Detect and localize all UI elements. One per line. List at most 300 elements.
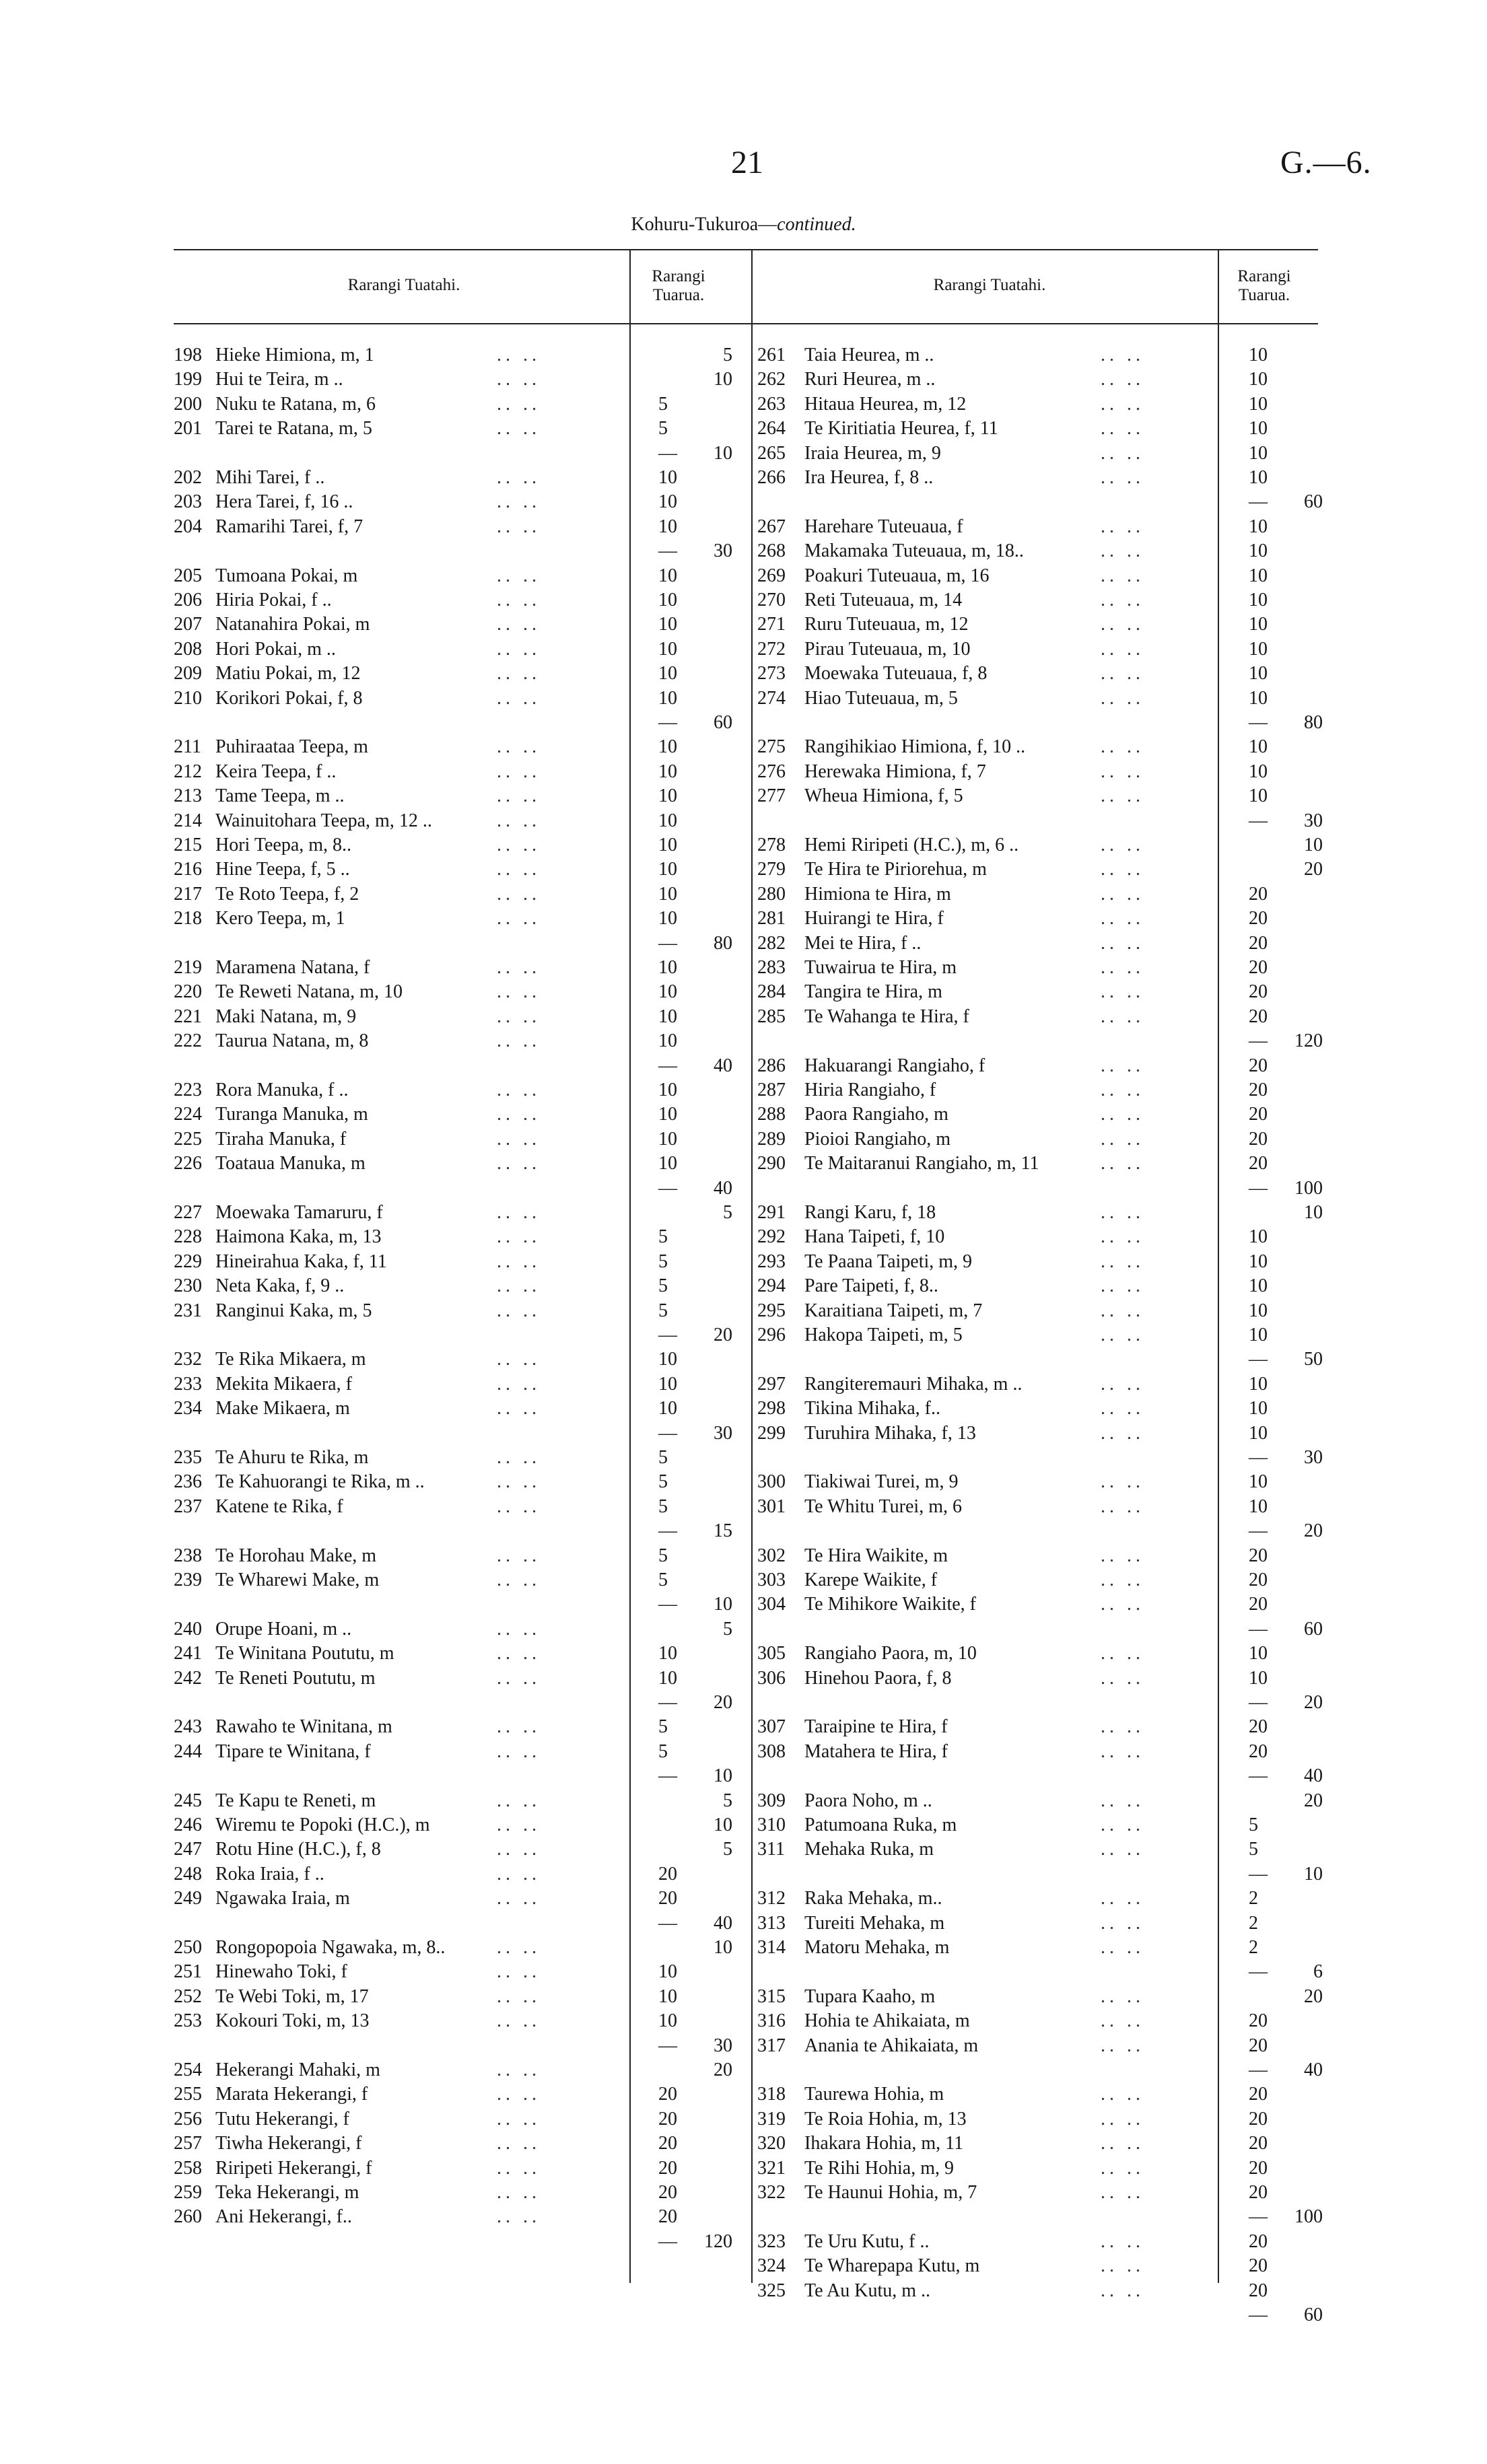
- leader-dots: .. ..: [1101, 1716, 1144, 1738]
- first-list-value: 20: [1249, 2035, 1268, 2056]
- entry-name: Tiwha Hekerangi, f: [215, 2133, 362, 2154]
- register-row: [174, 2109, 739, 2133]
- register-row: [174, 736, 739, 761]
- entry-number: 250: [174, 1937, 202, 1958]
- leader-dots: .. ..: [1101, 2084, 1144, 2105]
- leader-dots: .. ..: [1101, 2230, 1144, 2252]
- entry-number: 264: [757, 418, 786, 439]
- second-list-total: 10: [714, 1937, 732, 1958]
- first-list-value: 5: [658, 1447, 668, 1468]
- entry-name: Wiremu te Popoki (H.C.), m: [215, 1815, 430, 1835]
- first-list-value: 10: [658, 736, 677, 758]
- first-list-value: —: [1249, 1349, 1268, 1370]
- leader-dots: .. ..: [497, 345, 541, 365]
- register-row: [757, 1178, 1323, 1202]
- entry-number: 258: [174, 2157, 202, 2179]
- first-list-value: 5: [658, 1300, 668, 1321]
- entry-name: Rangihikiao Himiona, f, 10 ..: [804, 736, 1026, 758]
- entry-name: Katene te Rika, f: [215, 1495, 343, 1517]
- leader-dots: .. ..: [497, 1006, 541, 1027]
- entry-name: Himiona te Hira, m: [804, 883, 951, 905]
- second-list-total: 40: [714, 1912, 732, 1934]
- register-row: [757, 1153, 1323, 1177]
- first-list-value: —: [658, 2230, 677, 2252]
- register-row: [174, 2035, 739, 2060]
- first-list-value: 10: [658, 614, 677, 635]
- first-list-value: 10: [658, 957, 677, 978]
- entry-number: 242: [174, 1667, 202, 1689]
- entry-name: Neta Kaka, f, 9 ..: [215, 1275, 345, 1297]
- first-list-value: 10: [658, 785, 677, 807]
- leader-dots: .. ..: [497, 1839, 541, 1860]
- register-row: [757, 663, 1323, 687]
- entry-number: 259: [174, 2182, 202, 2203]
- entry-name: Tuwairua te Hira, m: [804, 957, 957, 978]
- register-row: [174, 933, 739, 957]
- first-list-value: 10: [658, 1398, 677, 1419]
- second-list-total: 30: [714, 1422, 732, 1444]
- first-list-value: 10: [658, 810, 677, 831]
- first-list-value: 10: [1249, 1422, 1268, 1444]
- leader-dots: .. ..: [497, 810, 541, 831]
- entry-name: Wainuitohara Teepa, m, 12 ..: [215, 810, 432, 831]
- entry-name: Te Maitaranui Rangiaho, m, 11: [804, 1153, 1039, 1174]
- entry-name: Rongopopoia Ngawaka, m, 8..: [215, 1937, 446, 1958]
- register-row: [757, 1888, 1323, 1912]
- entry-number: 283: [757, 957, 786, 978]
- register-row: [174, 2060, 739, 2084]
- first-list-value: 10: [1249, 1643, 1268, 1664]
- register-row: [174, 1226, 739, 1251]
- first-list-value: 10: [658, 1153, 677, 1174]
- entry-name: Pioioi Rangiaho, m: [804, 1128, 950, 1150]
- register-row: [174, 516, 739, 540]
- entry-name: Haimona Kaka, m, 13: [215, 1226, 382, 1248]
- entry-number: 209: [174, 663, 202, 684]
- leader-dots: .. ..: [1101, 1790, 1144, 1811]
- entry-name: Hakuarangi Rangiaho, f: [804, 1055, 985, 1076]
- register-row: [757, 1790, 1323, 1815]
- leader-dots: .. ..: [1101, 1667, 1144, 1689]
- second-list-total: 20: [1304, 859, 1323, 880]
- register-row: [174, 2158, 739, 2182]
- register-row: [757, 2035, 1323, 2060]
- register-row: [174, 2231, 739, 2255]
- register-row: [757, 1129, 1323, 1153]
- entry-name: Ruru Tuteuaua, m, 12: [804, 614, 969, 635]
- entry-number: 261: [757, 345, 786, 365]
- second-list-total: 5: [723, 1839, 732, 1860]
- entry-name: Te Reweti Natana, m, 10: [215, 981, 403, 1003]
- register-row: [174, 590, 739, 614]
- register-row: [757, 1398, 1323, 1422]
- first-list-value: 20: [1249, 1128, 1268, 1150]
- entry-name: Toataua Manuka, m: [215, 1153, 366, 1174]
- entry-number: 208: [174, 638, 202, 660]
- second-list-total: 10: [714, 369, 732, 390]
- entry-name: Poakuri Tuteuaua, m, 16: [804, 565, 990, 586]
- entry-number: 236: [174, 1471, 202, 1493]
- entry-name: Te Wharewi Make, m: [215, 1570, 380, 1590]
- leader-dots: .. ..: [1101, 442, 1144, 464]
- leader-dots: .. ..: [497, 516, 541, 537]
- register-row: [174, 2084, 739, 2108]
- leader-dots: .. ..: [497, 1545, 541, 1566]
- entry-number: 215: [174, 835, 202, 855]
- entry-name: Te Wahanga te Hira, f: [804, 1006, 969, 1027]
- entry-name: Tame Teepa, m ..: [215, 785, 345, 807]
- entry-number: 224: [174, 1104, 202, 1125]
- leader-dots: .. ..: [1101, 1985, 1144, 2007]
- entry-number: 227: [174, 1202, 202, 1223]
- entry-number: 206: [174, 590, 202, 610]
- entry-number: 245: [174, 1790, 202, 1811]
- first-list-value: 20: [1249, 2133, 1268, 2154]
- leader-dots: .. ..: [1101, 1275, 1144, 1297]
- leader-dots: .. ..: [1101, 1373, 1144, 1395]
- register-row: [174, 1765, 739, 1790]
- leader-dots: .. ..: [497, 1740, 541, 1762]
- first-list-value: 20: [1249, 932, 1268, 954]
- entry-name: Te Haunui Hohia, m, 7: [804, 2182, 977, 2203]
- leader-dots: .. ..: [497, 1961, 541, 1983]
- first-list-value: 20: [1249, 2084, 1268, 2105]
- entry-name: Matoru Mehaka, m: [804, 1937, 950, 1958]
- first-list-value: 10: [1249, 442, 1268, 464]
- entry-name: Te Kapu te Reneti, m: [215, 1790, 376, 1811]
- leader-dots: .. ..: [1101, 687, 1144, 709]
- register-row: [174, 884, 739, 908]
- leader-dots: .. ..: [497, 2108, 541, 2129]
- entry-number: 268: [757, 540, 786, 562]
- entry-name: Tiraha Manuka, f: [215, 1128, 347, 1150]
- section-title-name: Kohuru-Tukuroa—: [631, 214, 777, 235]
- first-list-value: 20: [658, 1888, 677, 1909]
- register-row: [757, 761, 1323, 785]
- entry-number: 201: [174, 418, 202, 439]
- second-list-total: 20: [1304, 1692, 1323, 1713]
- entry-name: Tikina Mihaka, f..: [804, 1398, 940, 1419]
- first-list-value: 5: [658, 1226, 668, 1248]
- leader-dots: .. ..: [497, 736, 541, 758]
- leader-dots: .. ..: [497, 1937, 541, 1958]
- entry-name: Te Horohau Make, m: [215, 1545, 377, 1566]
- register-row: [757, 1741, 1323, 1765]
- leader-dots: .. ..: [1101, 590, 1144, 610]
- leader-dots: .. ..: [497, 2010, 541, 2032]
- first-list-value: 20: [1249, 2157, 1268, 2179]
- leader-dots: .. ..: [1101, 540, 1144, 562]
- entry-name: Te Webi Toki, m, 17: [215, 1985, 369, 2007]
- entry-number: 207: [174, 614, 202, 635]
- first-list-value: 20: [1249, 2010, 1268, 2032]
- first-list-value: 5: [658, 1740, 668, 1762]
- entry-number: 256: [174, 2108, 202, 2129]
- first-list-value: 20: [1249, 2230, 1268, 2252]
- register-row: [757, 1864, 1323, 1888]
- second-list-total: 80: [1304, 712, 1323, 733]
- first-list-value: 10: [1249, 467, 1268, 488]
- entry-number: 272: [757, 638, 786, 660]
- first-list-value: —: [658, 1325, 677, 1345]
- entry-number: 217: [174, 883, 202, 905]
- leader-dots: .. ..: [1101, 1080, 1144, 1100]
- first-list-value: 10: [658, 516, 677, 537]
- entry-number: 292: [757, 1226, 786, 1248]
- leader-dots: .. ..: [497, 2206, 541, 2228]
- register-row: [757, 467, 1323, 491]
- register-row: [757, 1570, 1323, 1594]
- register-row: [174, 467, 739, 491]
- first-list-value: —: [658, 442, 677, 464]
- register-row: [174, 712, 739, 736]
- register-row: [757, 1275, 1323, 1300]
- register-row: [757, 1765, 1323, 1790]
- register-row: [174, 1129, 739, 1153]
- second-list-total: 10: [1304, 1202, 1323, 1223]
- header-bottom-rule: [174, 323, 1318, 324]
- entry-name: Make Mikaera, m: [215, 1398, 350, 1419]
- register-row: [174, 491, 739, 516]
- first-list-value: 10: [1249, 638, 1268, 660]
- entry-number: 199: [174, 369, 202, 390]
- first-list-value: 20: [658, 2133, 677, 2154]
- register-row: [757, 2010, 1323, 2035]
- leader-dots: .. ..: [497, 590, 541, 610]
- register-row: [757, 810, 1323, 835]
- first-list-value: —: [1249, 2206, 1268, 2228]
- register-row: [757, 1006, 1323, 1030]
- entry-number: 276: [757, 761, 786, 782]
- leader-dots: .. ..: [1101, 1251, 1144, 1272]
- leader-dots: .. ..: [1101, 467, 1144, 488]
- entry-name: Tarei te Ratana, m, 5: [215, 418, 372, 439]
- register-row: [757, 1594, 1323, 1618]
- leader-dots: .. ..: [497, 1030, 541, 1052]
- register-row: [174, 688, 739, 712]
- entry-name: Hiria Pokai, f ..: [215, 590, 332, 610]
- first-list-value: —: [1249, 1618, 1268, 1640]
- first-list-value: —: [1249, 1030, 1268, 1052]
- leader-dots: .. ..: [497, 1349, 541, 1370]
- leader-dots: .. ..: [497, 1667, 541, 1689]
- entry-name: Turuhira Mihaka, f, 13: [804, 1422, 976, 1444]
- entry-name: Wheua Himiona, f, 5: [804, 785, 963, 807]
- first-list-value: 10: [658, 1006, 677, 1027]
- register-row: [757, 1226, 1323, 1251]
- leader-dots: .. ..: [1101, 957, 1144, 978]
- entry-name: Te Rika Mikaera, m: [215, 1349, 366, 1370]
- entry-name: Rotu Hine (H.C.), f, 8: [215, 1839, 381, 1860]
- leader-dots: .. ..: [497, 1985, 541, 2007]
- register-row: [757, 1055, 1323, 1080]
- leader-dots: .. ..: [497, 761, 541, 782]
- register-row: [174, 810, 739, 835]
- register-row: [757, 2231, 1323, 2255]
- leader-dots: .. ..: [1101, 1422, 1144, 1444]
- entry-number: 203: [174, 491, 202, 513]
- entry-name: Natanahira Pokai, m: [215, 614, 370, 635]
- leader-dots: .. ..: [1101, 2035, 1144, 2056]
- entry-number: 205: [174, 565, 202, 586]
- leader-dots: .. ..: [1101, 638, 1144, 660]
- leader-dots: .. ..: [497, 1275, 541, 1297]
- leader-dots: .. ..: [497, 957, 541, 978]
- leader-dots: .. ..: [497, 981, 541, 1003]
- entry-name: Ranginui Kaka, m, 5: [215, 1300, 372, 1321]
- register-row: [174, 565, 739, 590]
- entry-number: 307: [757, 1716, 786, 1738]
- entry-number: 285: [757, 1006, 786, 1027]
- entry-name: Tureiti Mehaka, m: [804, 1912, 945, 1934]
- first-list-value: 20: [1249, 1740, 1268, 1762]
- first-list-value: 10: [1249, 614, 1268, 635]
- register-row: [174, 761, 739, 785]
- register-row: [757, 688, 1323, 712]
- entry-number: 322: [757, 2182, 786, 2203]
- register-row: [757, 639, 1323, 663]
- first-list-value: —: [1249, 810, 1268, 831]
- register-row: [174, 1888, 739, 1912]
- first-list-value: 10: [658, 1667, 677, 1689]
- first-list-value: 10: [658, 1030, 677, 1052]
- entry-name: Kero Teepa, m, 1: [215, 908, 345, 929]
- leader-dots: .. ..: [497, 687, 541, 709]
- entry-name: Hitaua Heurea, m, 12: [804, 393, 967, 415]
- leader-dots: .. ..: [1101, 785, 1144, 807]
- first-list-value: —: [1249, 1692, 1268, 1713]
- register-row: [174, 1961, 739, 1985]
- entry-name: Hera Tarei, f, 16 ..: [215, 491, 353, 513]
- entry-number: 231: [174, 1300, 202, 1321]
- register-row: [174, 981, 739, 1006]
- entry-number: 297: [757, 1373, 786, 1395]
- first-list-value: 10: [1249, 1667, 1268, 1689]
- register-row: [174, 663, 739, 687]
- leader-dots: .. ..: [1101, 418, 1144, 439]
- first-list-value: —: [1249, 1177, 1268, 1199]
- section-title: [0, 214, 1487, 236]
- leader-dots: .. ..: [1101, 1104, 1144, 1125]
- entry-number: 321: [757, 2157, 786, 2179]
- first-list-value: 10: [1249, 1226, 1268, 1248]
- leader-dots: .. ..: [497, 859, 541, 880]
- entry-number: 237: [174, 1495, 202, 1517]
- first-list-value: —: [1249, 1520, 1268, 1542]
- leader-dots: .. ..: [1101, 1398, 1144, 1419]
- first-list-value: 5: [658, 1716, 668, 1738]
- register-row: [757, 565, 1323, 590]
- leader-dots: .. ..: [497, 663, 541, 684]
- first-list-value: —: [658, 1520, 677, 1542]
- leader-dots: .. ..: [497, 565, 541, 586]
- register-row: [757, 1520, 1323, 1545]
- entry-name: Tipare te Winitana, f: [215, 1740, 371, 1762]
- second-list-total: 10: [714, 442, 732, 464]
- register-row: [174, 1545, 739, 1570]
- first-list-value: 20: [658, 2108, 677, 2129]
- entry-number: 212: [174, 761, 202, 782]
- first-list-value: 20: [1249, 1594, 1268, 1615]
- entry-name: Ira Heurea, f, 8 ..: [804, 467, 934, 488]
- entry-name: Hiao Tuteuaua, m, 5: [804, 687, 958, 709]
- leader-dots: .. ..: [497, 1080, 541, 1100]
- leader-dots: .. ..: [1101, 565, 1144, 586]
- leader-dots: .. ..: [1101, 1740, 1144, 1762]
- register-row: [174, 1619, 739, 1643]
- first-list-value: —: [1249, 2304, 1268, 2325]
- first-list-value: 5: [658, 1251, 668, 1272]
- first-list-value: 2: [1249, 1912, 1258, 1934]
- entry-number: 234: [174, 1398, 202, 1419]
- leader-dots: .. ..: [1101, 1128, 1144, 1150]
- entry-number: 310: [757, 1815, 786, 1835]
- register-row: [174, 1790, 739, 1815]
- entry-number: 262: [757, 369, 786, 390]
- entry-name: Moewaka Tuteuaua, f, 8: [804, 663, 988, 684]
- register-row: [174, 835, 739, 859]
- second-list-total: 30: [1304, 1447, 1323, 1468]
- first-list-value: 10: [658, 1080, 677, 1100]
- entry-name: Orupe Hoani, m ..: [215, 1618, 352, 1640]
- first-list-value: 10: [1249, 590, 1268, 610]
- register-row: [174, 1864, 739, 1888]
- second-list-total: 5: [723, 1790, 732, 1811]
- first-list-value: 10: [1249, 687, 1268, 709]
- leader-dots: .. ..: [1101, 736, 1144, 758]
- second-list-total: 60: [714, 712, 732, 733]
- second-list-total: 5: [723, 1202, 732, 1223]
- entry-name: Rangi Karu, f, 18: [804, 1202, 936, 1223]
- header-second-list-left: Rarangi Tuarua.: [652, 267, 705, 304]
- entry-number: 273: [757, 663, 786, 684]
- leader-dots: .. ..: [1101, 1912, 1144, 1934]
- entry-name: Kokouri Toki, m, 13: [215, 2010, 370, 2032]
- entry-number: 320: [757, 2133, 786, 2154]
- entry-name: Moewaka Tamaruru, f: [215, 1202, 383, 1223]
- leader-dots: .. ..: [1101, 1202, 1144, 1223]
- entry-number: 213: [174, 785, 202, 807]
- entry-number: 295: [757, 1300, 786, 1321]
- entry-name: Hakopa Taipeti, m, 5: [804, 1325, 963, 1345]
- register-row: [174, 418, 739, 442]
- first-list-value: 10: [658, 908, 677, 929]
- entry-number: 266: [757, 467, 786, 488]
- entry-number: 260: [174, 2206, 202, 2228]
- leader-dots: .. ..: [1101, 1471, 1144, 1493]
- entry-name: Nuku te Ratana, m, 6: [215, 393, 376, 415]
- entry-name: Tumoana Pokai, m: [215, 565, 358, 586]
- leader-dots: .. ..: [497, 835, 541, 855]
- first-list-value: 10: [1249, 1495, 1268, 1517]
- entry-number: 200: [174, 393, 202, 415]
- register-row: [757, 614, 1323, 638]
- leader-dots: .. ..: [1101, 1643, 1144, 1664]
- register-row: [757, 908, 1323, 932]
- second-list-total: 10: [714, 1815, 732, 1835]
- leader-dots: .. ..: [497, 1153, 541, 1174]
- first-list-value: 10: [1249, 345, 1268, 365]
- first-list-value: 20: [1249, 2108, 1268, 2129]
- register-row: [174, 2010, 739, 2035]
- register-row: [174, 908, 739, 932]
- entry-name: Taurua Natana, m, 8: [215, 1030, 369, 1052]
- entry-number: 235: [174, 1447, 202, 1468]
- entry-number: 216: [174, 859, 202, 880]
- entry-number: 324: [757, 2255, 786, 2277]
- entry-number: 277: [757, 785, 786, 807]
- entry-name: Pirau Tuteuaua, m, 10: [804, 638, 971, 660]
